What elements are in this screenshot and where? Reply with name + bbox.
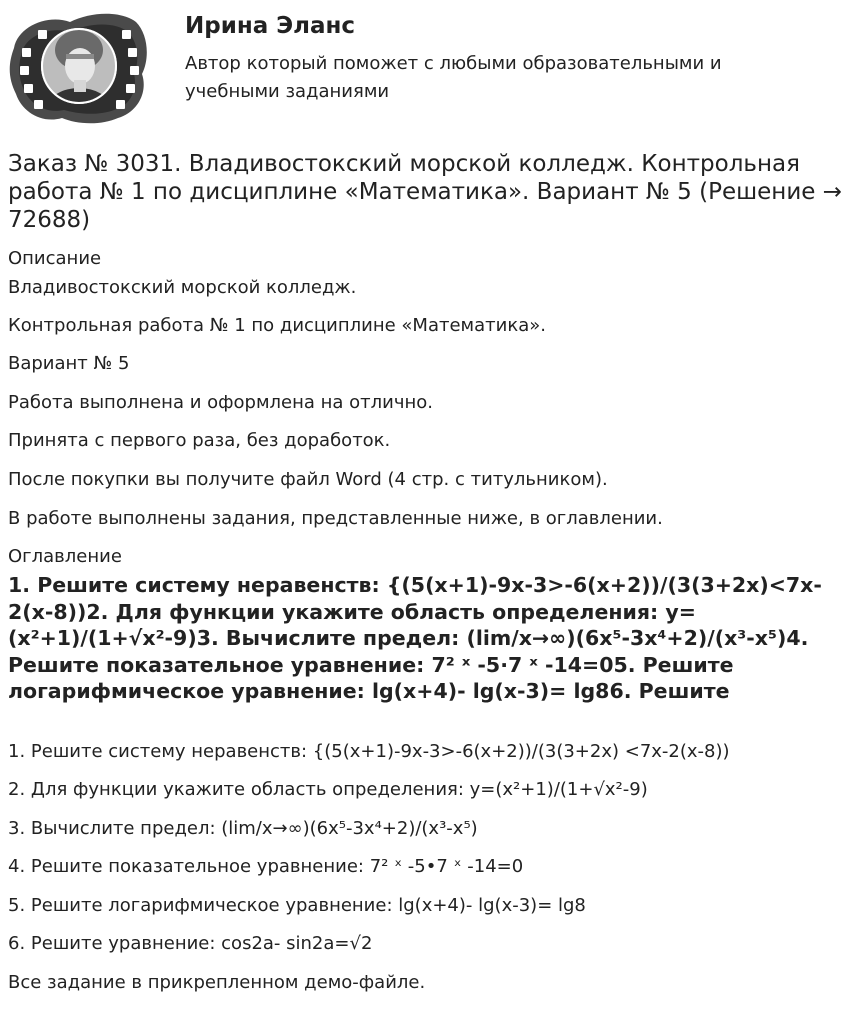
task-item: 4. Решите показательное уравнение: 7² ˣ -5•7 ˣ -14=0 (8, 856, 524, 877)
toc-label: Оглавление (8, 546, 122, 567)
description-paragraph: После покупки вы получите файл Word (4 стр. с титульником). (8, 469, 608, 490)
description-paragraph: Контрольная работа № 1 по дисциплине «Математика». (8, 315, 546, 336)
description-paragraph: Работа выполнена и оформлена на отлично. (8, 392, 434, 413)
author-name[interactable]: Ирина Эланс (185, 13, 356, 39)
description-label: Описание (8, 248, 102, 269)
description-paragraph: Владивостокский морской колледж. (8, 277, 357, 298)
toc-footer: Все задание в прикрепленном демо-файле. (8, 972, 426, 993)
page-title: Заказ № 3031. Владивостокский морской колледж. Контрольная работа № 1 по дисциплине «Математика». Вариант № 5 (Решение → 72688) (8, 151, 843, 233)
author-description: Автор который поможет с любыми образовательными и учебными заданиями (185, 53, 722, 102)
author-avatar (8, 8, 150, 126)
toc-summary: 1. Решите систему неравенств: {(5(x+1)-9x-3>-6(x+2))/(3(3+2x)<7x-2(x-8))2. Для функции укажите область определения: y=(x²+1)/(1+√x²-9)3. Вычислите предел: (lim/x→∞)(6x⁵-3x⁴+2)/(x³-x⁵)4. Решите показательное уравнение: 7² ˣ -5·7 ˣ -14=05. Решите логарифмическое уравнение: lg(x+4)- lg(x-3)= lg86. Решите (8, 573, 822, 703)
task-item: 3. Вычислите предел: (lim/x→∞)(6x⁵-3x⁴+2)/(x³-x⁵) (8, 818, 478, 839)
task-item: 2. Для функции укажите область определения: y=(x²+1)/(1+√x²-9) (8, 779, 648, 800)
description-paragraph: В работе выполнены задания, представленные ниже, в оглавлении. (8, 508, 663, 529)
task-item: 5. Решите логарифмическое уравнение: lg(x+4)- lg(x-3)= lg8 (8, 895, 586, 916)
description-paragraph: Вариант № 5 (8, 353, 130, 374)
author-header (0, 0, 847, 140)
task-item: 6. Решите уравнение: cos2a- sin2a=√2 (8, 933, 373, 954)
task-item: 1. Решите систему неравенств: {(5(x+1)-9x-3>-6(x+2))/(3(3+2x) <7x-2(x-8)) (8, 741, 730, 762)
description-paragraph: Принята с первого раза, без доработок. (8, 430, 391, 451)
